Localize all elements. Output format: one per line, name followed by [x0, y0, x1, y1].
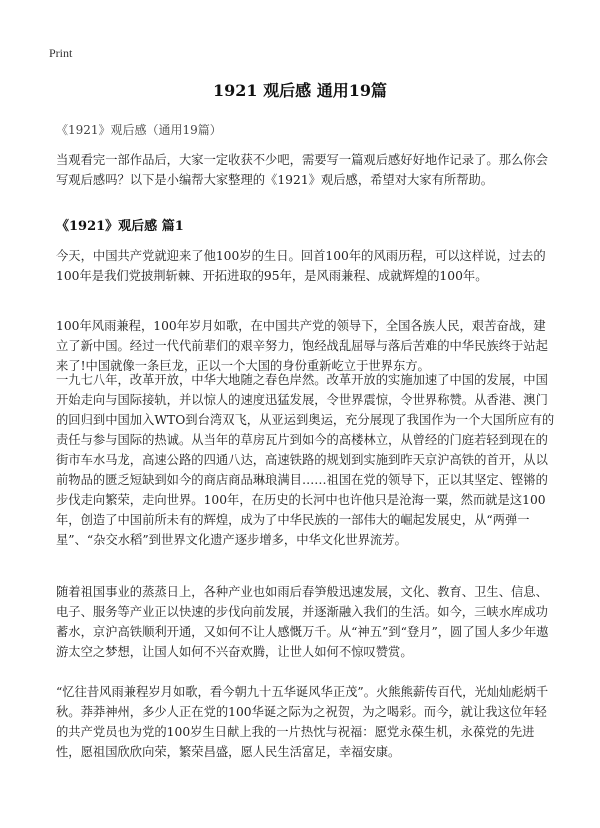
document-subtitle: 《1921》观后感（通用19篇） — [56, 123, 222, 137]
page-title: 1921 观后感 通用19篇 — [213, 81, 387, 100]
print-label[interactable]: Print — [49, 46, 73, 60]
paragraph-5: “忆往昔风雨兼程岁月如歌，看今朝九十五华诞风华正茂”。火熊熊薪传百代，光灿灿彪炳千秋。莽莽神州，多少人正在党的100华诞之际为之祝贺，为之喝彩。而今，就让我这位年轻的共产党员也为党的100岁生日献上我的一片热忱与祝福：愿党永葆生机，永葆党的先进性，愿祖国欣欣向荣，繁荣昌盛，愿人民生活富足，幸福安康。 — [56, 685, 549, 759]
intro-paragraph: 当观看完一部作品后，大家一定收获不少吧，需要写一篇观后感好好地作记录了。那么你会写观后感吗？以下是小编帮大家整理的《1921》观后感，希望对大家有所帮助。 — [56, 153, 548, 187]
paragraph-1: 今天，中国共产党就迎来了他100岁的生日。回首100年的风雨历程，可以这样说，过去的100年是我们党披荆斩棘、开拓进取的95年，是风雨兼程、成就辉煌的100年。 — [56, 249, 546, 283]
paragraph-4: 随着祖国事业的蒸蒸日上，各种产业也如雨后春笋般迅速发展，文化、教育、卫生、信息、电子、服务等产业正以快速的步伐向前发展，并逐渐融入我们的生活。如今，三峡水库成功蓄水，京沪高铁顺利开通，又如何不让人感慨万千。从“神五”到“登月”，圆了国人多少年遨游太空之梦想，让国人如何不兴奋欢腾，让世人如何不惊叹赞赏。 — [56, 585, 549, 659]
paragraph-3: 一九七八年，改革开放，中华大地随之春色岸然。改革开放的实施加速了中国的发展，中国开始走向与国际接轨，并以惊人的速度迅猛发展，令世界震惊，令世界称赞。从香港、澳门的回归到中国加入WTO到台湾双飞，从亚运到奥运，充分展现了我国作为一个大国所应有的责任与参与国际的热诚。从当年的草房瓦片到如今的高楼林立，从曾经的门庭若轻到现在的街市车水马龙，高速公路的四通八达，高速铁路的规划到实施到昨天京沪高铁的首开，从以前物品的匮乏短缺到如今的商店商品琳琅满目……祖国在党的领导下，正以其坚定、铿锵的步伐走向繁荣，走向世界。100年，在历史的长河中也许他只是沧海一粟，然而就是这100年，创造了中国前所未有的辉煌，成为了中华民族的一部伟大的崛起发展史，从“两弹一星”、“杂交水稻”到世界文化遗产逐步增多，中华文化世界流芳。 — [56, 373, 555, 547]
paragraph-2: 100年风雨兼程，100年岁月如歌，在中国共产党的领导下，全国各族人民，艰苦奋战，建立了新中国。经过一代代前辈们的艰辛努力，饱经战乱屈辱与落后苦难的中华民族终于站起来了!中国就像一条巨龙，正以一个大国的身份重新屹立于世界东方。 — [56, 319, 548, 373]
section-heading: 《1921》观后感 篇1 — [56, 219, 184, 234]
